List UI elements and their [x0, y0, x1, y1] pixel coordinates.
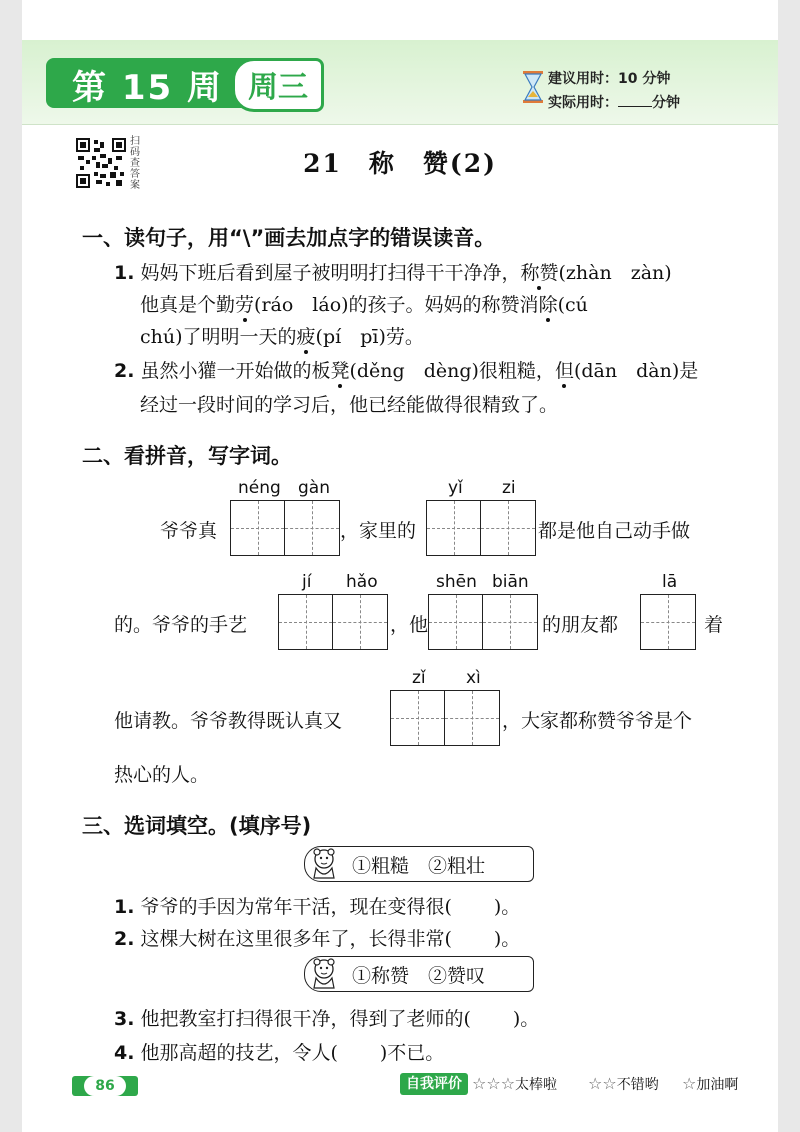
- worksheet-page: [22, 0, 778, 1132]
- s3-text: )。: [512, 1008, 540, 1030]
- section-3-title: 三、选词填空。(填序号): [82, 814, 312, 838]
- self-eval-label: 自我评价: [400, 1073, 468, 1095]
- tiger-mascot-icon: [310, 958, 340, 990]
- s3-q3: [114, 1004, 539, 1031]
- pinyin-yi: yǐ: [448, 478, 463, 498]
- eval-option-1-star[interactable]: [682, 1074, 738, 1094]
- dotted-chars[interactable]: 称赞: [520, 262, 559, 284]
- week-label: 第 15 周: [72, 68, 223, 108]
- s3-text: )不已。: [379, 1042, 445, 1064]
- eval-option-2-stars[interactable]: [588, 1074, 659, 1094]
- eval-text: 加油啊: [696, 1077, 739, 1093]
- s1-text: 妈妈下班后看到屋子被明明打扫得干干净净，: [140, 262, 521, 284]
- star-icon[interactable]: ☆☆: [588, 1074, 617, 1093]
- s3-text: )。: [493, 928, 521, 950]
- s1-item2-num: 2.: [114, 360, 135, 382]
- s2-text: 的。爷爷的手艺: [114, 614, 248, 636]
- s1-text: chú)了明明一天的: [140, 326, 297, 348]
- s2-text: ，他: [390, 614, 429, 636]
- day-label: 周三: [248, 70, 308, 105]
- pinyin-la: lā: [662, 572, 678, 592]
- pinyin-zi: zi: [502, 478, 516, 498]
- section-1-title: 一、读句子，用“\”画去加点字的错误读音。: [82, 226, 496, 250]
- options-text-1: ①粗糙 ②粗壮: [352, 855, 486, 877]
- tiger-mascot-icon: [310, 848, 340, 880]
- dotted-chars[interactable]: 但: [554, 360, 574, 382]
- s2-text: 都是他自己动手做: [538, 520, 691, 542]
- s2-text: 他请教。爷爷教得既认真又: [114, 710, 343, 732]
- star-icon[interactable]: ☆: [682, 1074, 697, 1093]
- dotted-chars[interactable]: 劳: [235, 294, 255, 316]
- actual-time-blank[interactable]: [618, 92, 652, 107]
- pinyin-options[interactable]: (ráo láo)的孩子。妈妈的称赞消: [254, 294, 539, 316]
- s3-q3-num: 3.: [114, 1008, 135, 1030]
- dotted-chars[interactable]: 疲: [296, 326, 316, 348]
- actual-time-suffix: 分钟: [652, 95, 680, 111]
- s1-item1-line2: [140, 290, 588, 317]
- s1-item1-line1: [114, 258, 672, 285]
- s3-q2: [114, 924, 520, 951]
- pinyin-options[interactable]: (děng dèng)很粗糙，: [349, 360, 555, 382]
- section-2-title: 二、看拼音，写字词。: [82, 444, 292, 468]
- s1-item2-line1: [114, 356, 698, 383]
- eval-option-3-stars[interactable]: [472, 1074, 557, 1094]
- actual-time: [548, 92, 680, 112]
- page-number: 86: [84, 1076, 126, 1096]
- writing-grid-yi-zi[interactable]: [426, 500, 536, 556]
- writing-grid-shen-bian[interactable]: [428, 594, 538, 650]
- star-icon[interactable]: ☆☆☆: [472, 1074, 516, 1093]
- s2-text: 热心的人。: [114, 764, 210, 786]
- s2-text: ，大家都称赞爷爷是个: [502, 710, 693, 732]
- s3-text: 他那高超的技艺，令人(: [140, 1042, 338, 1064]
- lesson-title: 21 称 赞(2): [303, 149, 497, 178]
- pinyin-zi2: zǐ: [412, 668, 426, 688]
- actual-time-prefix: 实际用时：: [548, 95, 618, 111]
- s3-text: )。: [493, 896, 521, 918]
- writing-grid-zi-xi[interactable]: [390, 690, 500, 746]
- suggested-time: 建议用时：10 分钟: [548, 71, 671, 87]
- s1-text: 他真是个勤: [140, 294, 236, 316]
- pinyin-shen: shēn: [436, 572, 477, 592]
- pinyin-ji: jí: [302, 572, 312, 592]
- pinyin-hao: hǎo: [346, 572, 378, 592]
- pinyin-options[interactable]: (pí pī)劳。: [315, 326, 424, 348]
- s3-q1-num: 1.: [114, 896, 135, 918]
- s3-q4-num: 4.: [114, 1042, 135, 1064]
- hourglass-icon: [522, 70, 544, 104]
- s3-text: 爷爷的手因为常年干活，现在变得很(: [140, 896, 452, 918]
- dotted-chars[interactable]: 除: [538, 294, 558, 316]
- pinyin-bian: biān: [492, 572, 529, 592]
- pinyin-xi: xì: [466, 668, 481, 688]
- s2-text: 着: [704, 614, 724, 636]
- pinyin-options[interactable]: (zhàn zàn): [558, 262, 672, 284]
- s2-text: ，家里的: [340, 520, 417, 542]
- pinyin-options[interactable]: (cú: [557, 294, 588, 316]
- eval-text: 太棒啦: [515, 1077, 558, 1093]
- s1-text: 虽然小獾一开始做的板: [140, 360, 331, 382]
- s1-item2-line2: 经过一段时间的学习后，他已经能做得很精致了。: [140, 394, 559, 416]
- pinyin-gan: gàn: [298, 478, 330, 498]
- s2-text: 爷爷真: [160, 520, 218, 542]
- s3-q1: [114, 892, 520, 919]
- pinyin-options[interactable]: (dān dàn)是: [573, 360, 699, 382]
- writing-grid-ji-hao[interactable]: [278, 594, 388, 650]
- eval-text: 不错哟: [616, 1077, 659, 1093]
- s1-item1-num: 1.: [114, 262, 135, 284]
- dotted-chars[interactable]: 凳: [330, 360, 350, 382]
- s3-text: 他把教室打扫得很干净，得到了老师的(: [140, 1008, 471, 1030]
- s3-text: 这棵大树在这里很多年了，长得非常(: [140, 928, 452, 950]
- qr-side-text: 扫码查答案: [130, 136, 140, 191]
- s3-q4: [114, 1038, 444, 1065]
- writing-grid-neng-gan[interactable]: [230, 500, 340, 556]
- s3-q2-num: 2.: [114, 928, 135, 950]
- pinyin-neng: néng: [238, 478, 281, 498]
- s2-text: 的朋友都: [542, 614, 619, 636]
- writing-grid-la[interactable]: [640, 594, 696, 650]
- s1-item1-line3: [140, 322, 424, 349]
- options-text-2: ①称赞 ②赞叹: [352, 965, 486, 987]
